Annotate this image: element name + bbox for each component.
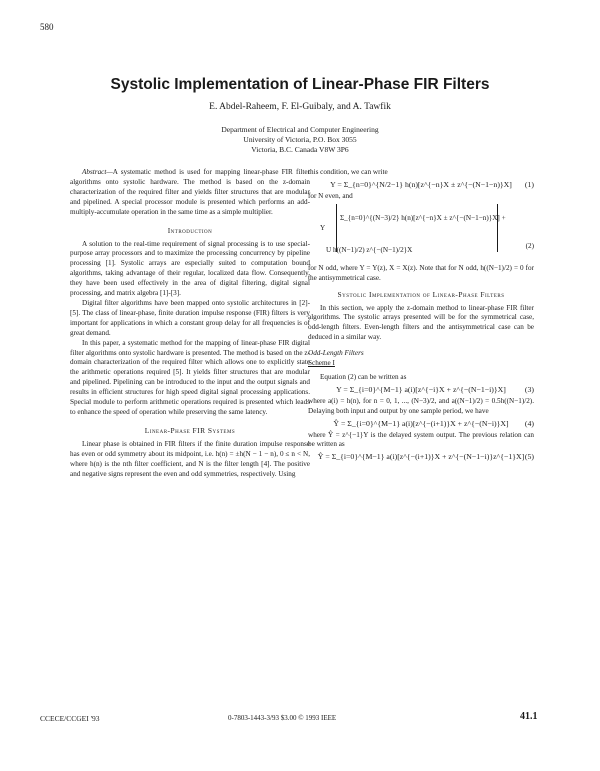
subsection-heading: Odd-Length Filters	[308, 349, 364, 358]
affiliation-line: University of Victoria, P.O. Box 3055	[243, 135, 357, 144]
paragraph: for N odd, where Y = Y(z), X = X(z). Note that for N odd, h((N−1)/2) = 0 for the antisymmetrical case.	[308, 263, 534, 282]
paragraph: this condition, we can write	[308, 168, 388, 176]
scheme-heading: Scheme I	[308, 359, 335, 368]
equation-1	[308, 180, 534, 190]
section-heading-linear-phase: Linear-Phase FIR Systems	[144, 425, 236, 435]
equation-expression: Y = Σ_{n=0}^{N/2−1} h(n)[z^{−n}X ± z^{−(N−1−n)}X]	[330, 179, 512, 189]
paragraph: In this section, we apply the z-domain method to linear-phase FIR filter algorithms. The systolic arrays presented will be for the symmetrical case, odd-length filters. Even-length filters and the antisymmetrical case can be deduced in a similar way.	[308, 303, 534, 342]
equation-expression: Ŷ = Σ_{i=0}^{M−1} a(i)[z^{−(i+1)}X + z^{−(N−i)}X]	[333, 418, 509, 428]
equation-5	[308, 452, 534, 462]
intro-paragraph: In this paper, a systematic method for the mapping of linear-phase FIR digital filter algorithms onto systolic hardware is presented. The method is based on the z-domain characterization of the required filter which allows one to explicitly state the arithmetic operations required [5]. It yields filter structures that are modular and pipelined. Pipelining can be introduced to the input and the output signals and results in efficient structures for high speed digital signal processing applications. Special module to perform arithmetic operations required is presented which leads to enhance the speed of operation while preserving the same latency.	[70, 338, 310, 416]
section-heading-introduction: Introduction	[167, 225, 213, 235]
abstract-text: A systematic method is used for mapping linear-phase FIR filter algorithms onto systolic hardware. The method is based on the z-domain characterization of the required filter and yields filter structures that are modular and pipelined. A special processor module is presented which performs an add-multiply-accumulate operation in the same time as a simple multiplier.	[70, 168, 310, 216]
equation-number: (5)	[524, 452, 534, 462]
equation-4	[308, 419, 534, 429]
equation-expression: Ŷ = Σ_{i=0}^{M−1} a(i)[z^{−(i+1)}X + z^{−(N−1−i)}z^{−1}X]	[317, 452, 525, 462]
right-column	[308, 168, 534, 464]
affiliation-line: Victoria, B.C. Canada V8W 3P6	[251, 145, 349, 154]
paragraph: where Ŷ = z^{−1}Y is the delayed system output. The previous relation can be written as	[308, 430, 534, 449]
footer-copyright: 0-7803-1443-3/93 $3.00 © 1993 IEEE	[228, 714, 337, 722]
equation-expression: U h((N−1)/2) z^{−(N−1)/2}X	[326, 245, 413, 254]
footer-session-number: 41.1	[520, 711, 538, 722]
footer-conference: CCECE/CCGEI '93	[40, 714, 100, 723]
intro-paragraph: Digital filter algorithms have been mapped onto systolic architectures in [2]-[5]. The class of linear-phase, finite duration impulse response (FIR) filters is very important for applications in which a constant group delay for all frequencies is of great demand.	[70, 298, 310, 337]
equation-lhs: Y	[320, 223, 326, 232]
equation-number: (1)	[524, 179, 534, 189]
abstract	[70, 168, 310, 218]
paragraph: for N even, and	[308, 191, 353, 200]
equation-expression: Σ_{n=0}^{(N−3)/2} h(n)[z^{−n}X ± z^{−(N−1−n)}X] +	[340, 213, 506, 222]
equation-number: (4)	[524, 418, 534, 428]
paragraph: Equation (2) can be written as	[320, 372, 407, 381]
equation-expression: Y = Σ_{i=0}^{M−1} a(i)[z^{−i}X + z^{−(N−1−i)}X]	[336, 384, 506, 394]
section-heading-systolic: Systolic Implementation of Linear-Phase Filters	[337, 289, 505, 299]
paragraph: where a(i) = h(n), for n = 0, 1, ..., (N−3)/2, and a((N−1)/2) = 0.5h((N−1)/2). Delaying both input and output by one sample period, we have	[308, 396, 534, 415]
equation-2	[308, 204, 534, 262]
equation-number: (3)	[524, 384, 534, 394]
intro-paragraph: A solution to the real-time requirement of signal processing is to use special-purpose array processors and to maximize the processing concurrency by pipeline processing [1]. Systolic arrays are especially suited to computation bound algorithms, taking advantage of their regular, localized data flow. Consequently, they have been used effectively in the area of digital filtering, digital signal processing, and matrix algebra [1]-[3].	[70, 239, 310, 298]
abstract-label: Abstract—	[82, 168, 113, 176]
affiliation-line: Department of Electrical and Computer Engineering	[221, 125, 379, 134]
equation-bracket	[336, 204, 498, 252]
equation-number: (2)	[525, 241, 534, 250]
authors: E. Abdel-Raheem, F. El-Guibaly, and A. Tawfik	[209, 102, 391, 112]
affiliation	[0, 125, 600, 155]
linear-phase-paragraph: Linear phase is obtained in FIR filters if the finite duration impulse response has even or odd symmetry about its midpoint, i.e. h(n) = ±h(N − 1 − n), 0 ≤ n < N, where h(n) is the nth filter coefficient, and N is the filter length [4]. The positive and negative signs represent the even and odd symmetries, respectively. Using	[70, 439, 310, 478]
paper-title: Systolic Implementation of Linear-Phase FIR Filters	[110, 76, 490, 93]
equation-3	[308, 385, 534, 395]
left-column	[70, 168, 310, 479]
page-number: 580	[40, 22, 54, 32]
